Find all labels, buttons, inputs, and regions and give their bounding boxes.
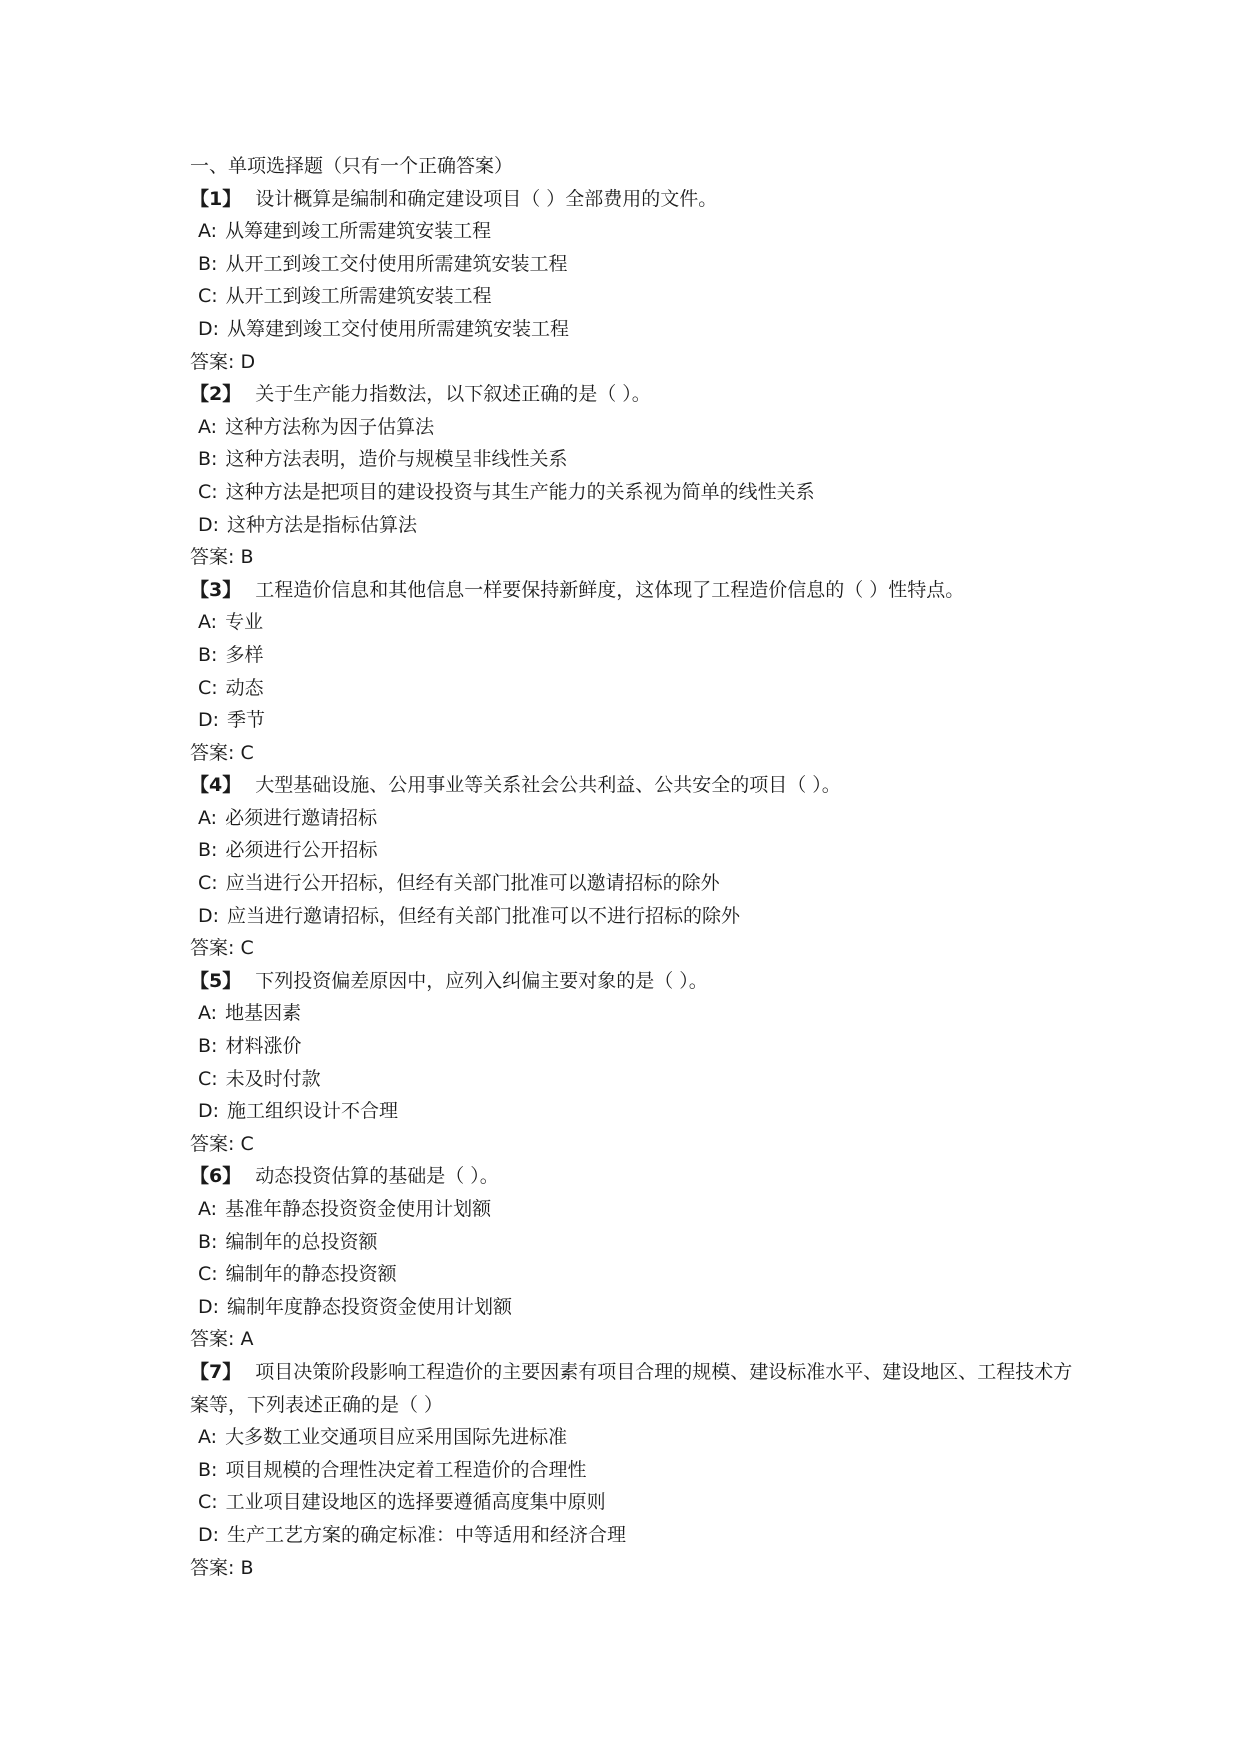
option-letter: B: (198, 1230, 218, 1253)
option-letter: A: (198, 220, 218, 243)
option-letter: A: (198, 1002, 218, 1025)
question-3 (190, 574, 1090, 770)
option-text: 基准年静态投资资金使用计划额 (225, 1198, 492, 1220)
option-letter: D: (198, 904, 220, 927)
option-letter: C: (198, 1067, 218, 1090)
option-d (190, 509, 1090, 542)
question-text: 设计概算是编制和确定建设项目（ ）全部费用的文件。 (255, 187, 718, 210)
option-a (190, 802, 1090, 835)
option-text: 地基因素 (225, 1002, 302, 1025)
option-d (190, 313, 1090, 346)
option-a (190, 411, 1090, 444)
question-number: 【6】 (190, 1165, 242, 1188)
option-letter: D: (198, 1295, 220, 1318)
option-letter: A: (198, 1426, 218, 1449)
option-text: 应当进行邀请招标，但经有关部门批准可以不进行招标的除外 (227, 904, 741, 927)
option-text: 这种方法表明，造价与规模呈非线性关系 (225, 448, 568, 471)
option-b (190, 834, 1090, 867)
question-number: 【5】 (190, 969, 242, 992)
question-stem (190, 378, 1090, 411)
option-letter: D: (198, 1523, 220, 1546)
question-text: 工程造价信息和其他信息一样要保持新鲜度，这体现了工程造价信息的（ ）性特点。 (255, 578, 965, 601)
option-text: 专业 (225, 611, 264, 634)
option-d (190, 1095, 1090, 1128)
option-text: 应当进行公开招标，但经有关部门批准可以邀请招标的除外 (225, 872, 720, 895)
answer-line: 答案: B (190, 1556, 254, 1579)
option-b (190, 248, 1090, 281)
option-c (190, 1486, 1090, 1519)
question-stem (190, 1356, 1090, 1421)
option-a (190, 606, 1090, 639)
option-a (190, 997, 1090, 1030)
option-b (190, 1030, 1090, 1063)
option-text: 未及时付款 (225, 1067, 321, 1090)
question-6 (190, 1160, 1090, 1356)
option-letter: C: (198, 676, 218, 699)
option-b (190, 443, 1090, 476)
option-text: 季节 (227, 709, 266, 732)
option-letter: C: (198, 285, 218, 308)
question-number: 【7】 (190, 1360, 242, 1383)
option-text: 从开工到竣工交付使用所需建筑安装工程 (225, 252, 568, 275)
question-text: 动态投资估算的基础是（ ）。 (255, 1165, 499, 1188)
answer-line: 答案: D (190, 350, 256, 373)
option-text: 编制年的总投资额 (225, 1230, 378, 1253)
option-text: 编制年的静态投资额 (225, 1263, 397, 1286)
option-text: 从筹建到竣工所需建筑安装工程 (225, 220, 492, 243)
option-letter: A: (198, 806, 218, 829)
option-d (190, 1291, 1090, 1324)
question-number: 【2】 (190, 383, 242, 406)
option-letter: B: (198, 1035, 218, 1058)
option-letter: D: (198, 709, 220, 732)
option-text: 施工组织设计不合理 (227, 1100, 399, 1123)
option-letter: D: (198, 1100, 220, 1123)
option-a (190, 215, 1090, 248)
option-letter: B: (198, 1458, 218, 1481)
option-c (190, 672, 1090, 705)
answer-line: 答案: B (190, 546, 254, 569)
option-letter: B: (198, 643, 218, 666)
question-stem (190, 965, 1090, 998)
option-text: 这种方法是把项目的建设投资与其生产能力的关系视为简单的线性关系 (225, 480, 815, 503)
option-letter: C: (198, 480, 218, 503)
question-stem (190, 1160, 1090, 1193)
option-text: 必须进行公开招标 (225, 839, 378, 862)
option-b (190, 639, 1090, 672)
answer-line: 答案: C (190, 1132, 254, 1155)
option-d (190, 704, 1090, 737)
option-text: 大多数工业交通项目应采用国际先进标准 (225, 1426, 568, 1449)
option-letter: C: (198, 1263, 218, 1286)
answer-line: 答案: C (190, 937, 254, 960)
option-text: 编制年度静态投资资金使用计划额 (227, 1295, 513, 1318)
option-letter: A: (198, 1198, 218, 1220)
question-text: 关于生产能力指数法，以下叙述正确的是（ ）。 (255, 383, 651, 406)
option-text: 必须进行邀请招标 (225, 806, 378, 829)
option-b (190, 1226, 1090, 1259)
option-letter: B: (198, 839, 218, 862)
option-letter: D: (198, 513, 220, 536)
option-letter: C: (198, 1491, 218, 1514)
question-stem (190, 574, 1090, 607)
option-a (190, 1193, 1090, 1226)
option-text: 生产工艺方案的确定标准：中等适用和经济合理 (227, 1523, 627, 1546)
option-d (190, 1519, 1090, 1552)
section-title: 一、单项选择题（只有一个正确答案） (190, 155, 514, 177)
option-letter: C: (198, 872, 218, 895)
option-letter: D: (198, 317, 220, 340)
question-1 (190, 183, 1090, 379)
question-5 (190, 965, 1090, 1161)
question-7 (190, 1356, 1090, 1584)
option-letter: A: (198, 415, 218, 438)
option-d (190, 900, 1090, 933)
question-stem (190, 769, 1090, 802)
option-text: 动态 (225, 676, 264, 699)
option-c (190, 280, 1090, 313)
answer-line: 答案: A (190, 1328, 254, 1351)
question-number: 【1】 (190, 187, 242, 210)
option-c (190, 1063, 1090, 1096)
answer-line: 答案: C (190, 741, 254, 764)
option-b (190, 1454, 1090, 1487)
document-page (190, 150, 1090, 1584)
option-text: 工业项目建设地区的选择要遵循高度集中原则 (225, 1491, 606, 1514)
question-number: 【4】 (190, 774, 242, 797)
question-text: 下列投资偏差原因中，应列入纠偏主要对象的是（ ）。 (255, 969, 708, 992)
option-text: 从开工到竣工所需建筑安装工程 (225, 285, 492, 308)
question-stem (190, 183, 1090, 216)
question-text: 大型基础设施、公用事业等关系社会公共利益、公共安全的项目（ ）。 (255, 774, 841, 797)
question-text: 项目决策阶段影响工程造价的主要因素有项目合理的规模、建设标准水平、建设地区、工程技术方案等，下列表述正确的是（ ） (190, 1360, 1073, 1416)
option-c (190, 1258, 1090, 1291)
option-c (190, 867, 1090, 900)
option-text: 材料涨价 (225, 1035, 302, 1058)
option-text: 这种方法是指标估算法 (227, 513, 418, 536)
option-letter: B: (198, 448, 218, 471)
question-number: 【3】 (190, 578, 242, 601)
option-text: 项目规模的合理性决定着工程造价的合理性 (225, 1458, 587, 1481)
option-letter: A: (198, 611, 218, 634)
option-text: 这种方法称为因子估算法 (225, 415, 435, 438)
option-text: 多样 (225, 643, 264, 666)
option-a (190, 1421, 1090, 1454)
option-c (190, 476, 1090, 509)
question-2 (190, 378, 1090, 574)
option-text: 从筹建到竣工交付使用所需建筑安装工程 (227, 317, 570, 340)
question-4 (190, 769, 1090, 965)
option-letter: B: (198, 252, 218, 275)
